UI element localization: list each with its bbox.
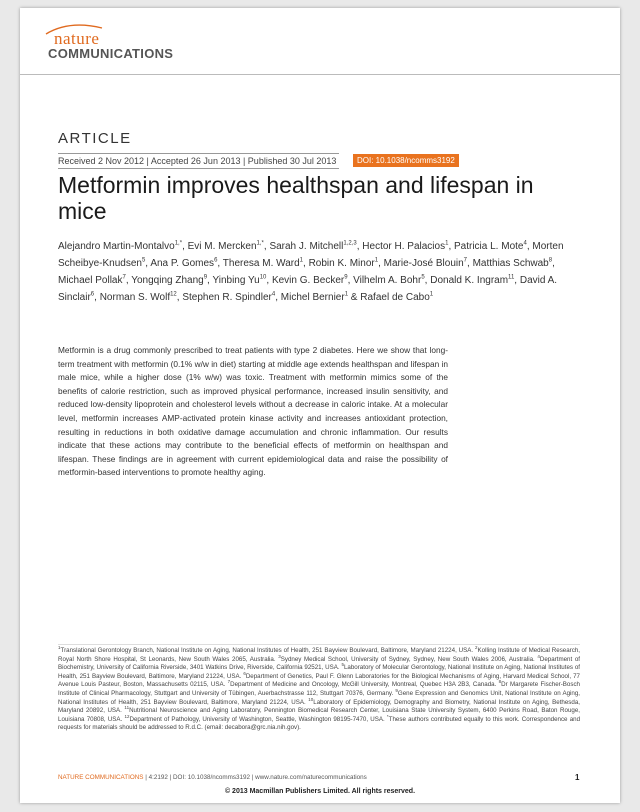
publication-dates: Received 2 Nov 2012 | Accepted 26 Jun 2013 | Published 30 Jul 2013 bbox=[58, 153, 339, 169]
affiliation-text: Laboratory of Molecular Gerontology, National Institute on Aging, National Institutes of Health, 251 Bayview Boulevard, Baltimore, Maryland 21224, USA. bbox=[58, 664, 580, 680]
author-name: Stephen R. Spindler bbox=[182, 292, 272, 303]
logo-nature-text: nature bbox=[54, 29, 100, 48]
author-name: Marie-José Blouin bbox=[383, 258, 464, 269]
author-affiliation-marker: 5 bbox=[421, 274, 425, 281]
author-affiliation-marker: 7 bbox=[122, 274, 126, 281]
author-affiliation-marker: 9 bbox=[344, 274, 348, 281]
author-name: Sarah J. Mitchell bbox=[269, 241, 344, 252]
affiliation-text: Department of Genetics, Paul F. Glenn Laboratories for the Biological Mechanisms of Aging, Harvard Medical School, 77 Avenue Louis Pasteur, Boston, Massachusetts 02115, USA. bbox=[58, 672, 580, 689]
affiliation-number: 11 bbox=[124, 705, 130, 711]
header-rule bbox=[20, 74, 620, 75]
affiliation-text: Department of Biochemistry, University of California Riverside, 3401 Watkins Drive, Riverside, California 92521, USA. bbox=[58, 655, 580, 672]
affiliation-text: Department of Medicine and Oncology, McGill University, Montreal, Quebec H3A 2B3, Canada. bbox=[230, 681, 499, 689]
author-name: Ana P. Gomes bbox=[150, 258, 215, 269]
author-affiliation-marker: 1,* bbox=[256, 240, 264, 247]
copyright-notice: © 2013 Macmillan Publishers Limited. All rights reserved. bbox=[224, 788, 416, 795]
author-affiliation-marker: 4 bbox=[271, 291, 276, 298]
affiliation-text: Department of Pathology, University of Washington, Seattle, Washington 98195-7470, USA. bbox=[129, 715, 387, 723]
author-affiliation-marker: 1 bbox=[374, 257, 379, 264]
affiliation-text: Gene Expression and Genomics Unit, National Institute on Aging, National Institutes of Health, 251 Bayview Boulevard, Baltimore, Maryland 21224, USA. bbox=[58, 689, 580, 706]
author-affiliation-marker: 6 bbox=[214, 257, 218, 264]
affiliation-text: Kolling Institute of Medical Research, Royal North Shore Hospital, St Leonards, New South Wales 2065, Australia. bbox=[58, 647, 580, 663]
author-affiliation-marker: 1,* bbox=[174, 240, 183, 247]
author-name: Alejandro Martin-Montalvo bbox=[58, 241, 175, 252]
author-name: Vilhelm A. Bohr bbox=[353, 275, 422, 286]
article-type-label: ARTICLE bbox=[58, 130, 132, 147]
logo-swoosh-icon bbox=[44, 22, 104, 36]
author-name: Yongqing Zhang bbox=[131, 275, 204, 286]
author-affiliation-marker: 10 bbox=[259, 274, 267, 281]
affiliation-number: 5 bbox=[341, 662, 344, 668]
logo-communications-text: COMMUNICATIONS bbox=[48, 46, 174, 61]
article-title: Metformin improves healthspan and lifespan in mice bbox=[58, 172, 534, 224]
affiliation-number: 9 bbox=[395, 687, 398, 693]
author-name: Patricia L. Mote bbox=[454, 241, 524, 252]
author-affiliation-marker: 5 bbox=[141, 257, 146, 264]
affiliation-number: 2 bbox=[475, 644, 478, 650]
affiliation-text: Nutritional Neuroscience and Aging Laboratory, Pennington Biomedical Research Center, Louisiana State University System, 6400 Perkins Road, Baton Rouge, Louisiana 70808, USA. bbox=[58, 707, 580, 723]
affiliation-text: Dr Margarete Fischer-Bosch Institute of Clinical Pharmacology, Stuttgart and University of Tübingen, Auerbachstrasse 112, Stuttgart 70376, Germany. bbox=[58, 681, 580, 697]
author-affiliation-marker: 11 bbox=[508, 274, 515, 281]
author-name: Robin K. Minor bbox=[308, 258, 375, 269]
author-name: Rafael de Cabo bbox=[360, 292, 430, 303]
author-name: Michael Pollak bbox=[58, 275, 123, 286]
author-name: Hector H. Palacios bbox=[362, 241, 446, 252]
affiliation-number: * bbox=[386, 713, 389, 719]
affiliation-number: 4 bbox=[537, 653, 540, 659]
affiliation-number: 12 bbox=[124, 713, 130, 719]
affiliation-number: 3 bbox=[278, 653, 281, 659]
author-affiliation-marker: 8 bbox=[548, 257, 553, 264]
author-name: Donald K. Ingram bbox=[430, 275, 509, 286]
affiliations bbox=[58, 644, 580, 733]
author-name: Kevin G. Becker bbox=[271, 275, 345, 286]
footer-citation: | 4:2192 | DOI: 10.1038/ncomms3192 | www.nature.com/naturecommunications bbox=[143, 774, 367, 781]
author-affiliation-marker: 1 bbox=[344, 291, 349, 298]
author-affiliation-marker: 4 bbox=[523, 240, 527, 247]
author-affiliation-marker: 6 bbox=[90, 291, 95, 298]
affiliation-number: 6 bbox=[243, 670, 246, 676]
affiliation-number: 10 bbox=[308, 696, 314, 702]
author-list: Alejandro Martin-Montalvo$^{1,*}$, Evi M. Mercken$^{1,*}$, Sarah J. Mitchell$^{1,2,3}$, Hector H. Palacios$^1$, Patricia L. Mote$^4$, Morten Scheibye-Knudsen$^5$, Ana P. Gomes$^6$, Theresa M. Ward$^1$, Robin K. Minor$^1$, Marie-José Blouin$^7$, Matthias Schwab$^8$, Michael Pollak$^7$, Yongqing Zhang$^9$, Yinbing Yu$^{10}$, Kevin G. Becker$^9$, Vilhelm A. Bohr$^5$, Donald K. Ingram$^{11}$, David A. Sinclair$^6$, Norman S. Wolf$^{12}$, Stephen R. Spindler$^4$, Michel Bernier$^1$ & Rafael de Cabo$^1$ bbox=[58, 240, 564, 303]
author-name: Yinbing Yu bbox=[212, 275, 260, 286]
author-name: Evi M. Mercken bbox=[187, 241, 257, 252]
author-affiliation-marker: 1 bbox=[445, 240, 449, 247]
affiliation-text: These authors contributed equally to this work. Correspondence and requests for materials should be addressed to R.d.C. (email: decabora@grc.nia.nih.gov). bbox=[58, 715, 581, 732]
affiliation-text: Sydney Medical School, University of Sydney, Sydney, New South Wales 2006, Australia. bbox=[280, 655, 538, 663]
author-affiliation-marker: 7 bbox=[463, 257, 468, 264]
author-name: David A. Sinclair bbox=[58, 275, 558, 303]
page-footer bbox=[58, 774, 580, 781]
author-affiliation-marker: 12 bbox=[170, 291, 177, 298]
author-affiliation-marker: 1 bbox=[429, 291, 434, 298]
footer-journal-name: NATURE COMMUNICATIONS bbox=[58, 774, 144, 781]
abstract: Metformin is a drug commonly prescribed to treat patients with type 2 diabetes. Here we show that long-term treatment with metformin (0.1% w/w in diet) starting at middle age extends healthspan and lifespan in male mice, while a higher dose (1% w/w) was toxic. Treatment with metformin mimics some of the benefits of calorie restriction, such as improved physical performance, increased insulin sensitivity, and reduced low-density lipoprotein and cholesterol levels without a decrease in caloric intake. At a molecular level, metformin increases AMP-activated protein kinase activity and increases antioxidant protection, resulting in reductions in both oxidative damage accumulation and chronic inflammation. Our results indicate that these actions may contribute to the beneficial effects of metformin on healthspan and lifespan. These findings are in agreement with current epidemiological data and raise the possibility of metformin-based interventions to promote healthy aging. bbox=[58, 345, 448, 478]
author-affiliation-marker: 1,2,3 bbox=[343, 240, 357, 247]
affiliation-number: 8 bbox=[498, 679, 502, 685]
author-name: Norman S. Wolf bbox=[99, 292, 171, 303]
article-page bbox=[20, 8, 620, 803]
affiliation-text: Translational Gerontology Branch, National Institute on Aging, National Institutes of Health, 251 Bayview Boulevard, Baltimore, Maryland 21224, USA. bbox=[60, 647, 475, 654]
author-name: Matthias Schwab bbox=[472, 258, 549, 269]
author-name: Theresa M. Ward bbox=[222, 258, 300, 269]
affiliation-text: Laboratory of Epidemiology, Demography and Biometry, National Institute on Aging, Bethesda, Maryland 20892, USA. bbox=[58, 698, 580, 715]
author-name: Morten Scheibye-Knudsen bbox=[58, 241, 564, 269]
doi-badge[interactable]: DOI: 10.1038/ncomms3192 bbox=[353, 154, 459, 167]
page-number: 1 bbox=[575, 773, 580, 782]
affiliation-number: 1 bbox=[58, 644, 61, 650]
author-name: Michel Bernier bbox=[280, 292, 345, 303]
author-affiliation-marker: 9 bbox=[203, 274, 208, 281]
journal-logo bbox=[48, 30, 173, 61]
affiliation-number: 7 bbox=[227, 679, 231, 685]
author-affiliation-marker: 1 bbox=[299, 257, 304, 264]
